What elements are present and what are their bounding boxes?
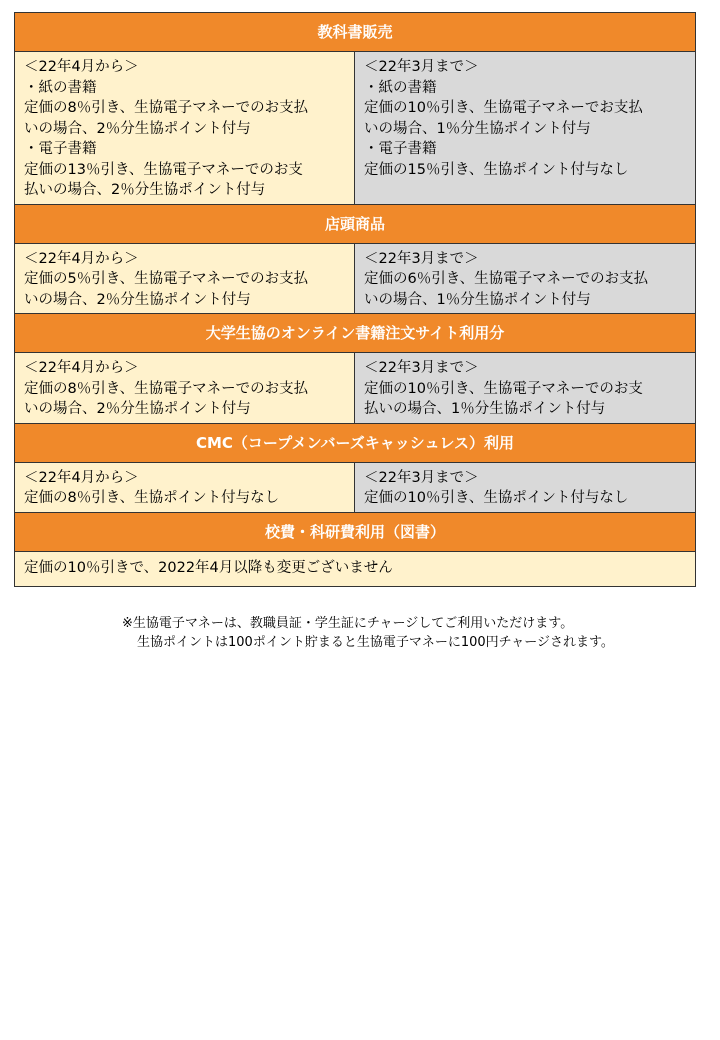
cell-line: ＜22年4月から＞ [24, 360, 139, 376]
cell-line: 定価の15％引き、生協ポイント付与なし [364, 161, 629, 178]
cell-line: ＜22年3月まで＞ [364, 469, 479, 486]
textbook-row [15, 52, 695, 205]
section-header-textbook: 教科書販売 [15, 13, 695, 52]
cell-line: 定価の8％引き、生協ポイント付与なし [24, 490, 280, 506]
cell-line: 定価の5％引き、生協電子マネーでのお支払 [24, 271, 309, 287]
online-until-march-cell [355, 353, 695, 423]
online-from-april-cell [15, 353, 355, 423]
store-until-march-cell [355, 244, 695, 314]
cell-line: ・紙の書籍 [24, 79, 97, 96]
cell-line: 定価の8％引き、生協電子マネーでのお支払 [24, 380, 309, 397]
cmc-from-april-cell [15, 463, 355, 512]
store-items-row [15, 244, 695, 315]
cell-line: 定価の6％引き、生協電子マネーでのお支払 [364, 271, 649, 287]
textbook-until-march-cell [355, 52, 695, 204]
cmc-row [15, 463, 695, 513]
cell-line: 定価の10％引き、生協電子マネーでのお支 [364, 380, 643, 397]
cell-line: ＜22年3月まで＞ [364, 59, 479, 75]
cell-line: 定価の13％引き、生協電子マネーでのお支 [24, 161, 303, 178]
footnote-points: 生協ポイントは100ポイント貯まると生協電子マネーに100円チャージされます。 [137, 635, 614, 650]
cell-line: 払いの場合、2％分生協ポイント付与 [24, 182, 266, 198]
cell-line: 定価の10％引き、生協電子マネーでお支払 [364, 100, 643, 116]
cell-line: いの場合、2％分生協ポイント付与 [24, 401, 251, 417]
textbook-from-april-cell [15, 52, 355, 204]
cell-line: いの場合、1％分生協ポイント付与 [364, 120, 591, 137]
cell-line: いの場合、2％分生協ポイント付与 [24, 291, 251, 308]
cell-line: ・紙の書籍 [364, 79, 437, 96]
cell-line: いの場合、1％分生協ポイント付与 [364, 291, 591, 308]
cell-line: ＜22年4月から＞ [24, 250, 139, 267]
cell-line: 定価の10％引き、生協ポイント付与なし [364, 490, 629, 506]
cell-line: ・電子書籍 [364, 141, 437, 157]
cell-line: 払いの場合、1％分生協ポイント付与 [364, 401, 606, 417]
cell-line: 定価の10％引きで、2022年4月以降も変更ございません [24, 559, 393, 576]
store-from-april-cell [15, 244, 355, 314]
cell-line: ＜22年4月から＞ [24, 469, 139, 486]
cell-line: 定価の8％引き、生協電子マネーでのお支払 [24, 100, 309, 116]
section-header-school-funds: 校費・科研費利用（図書） [15, 513, 695, 552]
online-order-row [15, 353, 695, 424]
cell-line: ＜22年3月まで＞ [364, 360, 479, 376]
school-funds-cell [15, 552, 695, 587]
section-header-store-items: 店頭商品 [15, 205, 695, 244]
footnote-e-money: ※生協電子マネーは、教職員証・学生証にチャージしてご利用いただけます。 [122, 616, 574, 631]
school-funds-row [15, 552, 695, 588]
cell-line: ＜22年3月まで＞ [364, 250, 479, 267]
discount-table [14, 12, 696, 587]
footnotes [0, 614, 720, 652]
cmc-until-march-cell [355, 463, 695, 512]
cell-line: ＜22年4月から＞ [24, 59, 139, 75]
section-header-online-order: 大学生協のオンライン書籍注文サイト利用分 [15, 314, 695, 353]
section-header-cmc: CMC（コープメンバーズキャッシュレス）利用 [15, 424, 695, 463]
cell-line: いの場合、2％分生協ポイント付与 [24, 120, 251, 137]
cell-line: ・電子書籍 [24, 141, 97, 157]
